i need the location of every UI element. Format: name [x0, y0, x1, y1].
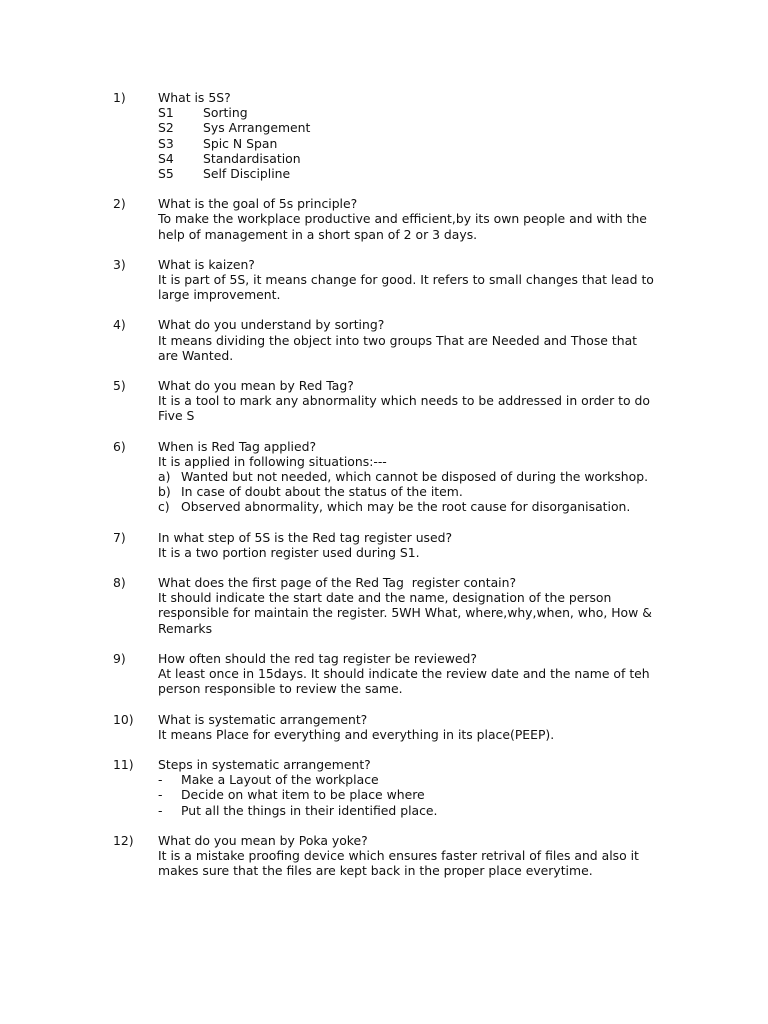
list-item-text: Put all the things in their identified place. [181, 802, 438, 818]
question-text: What do you mean by Poka yoke? [158, 832, 368, 848]
question-block-3 [0, 257, 768, 303]
answer-text: To make the workplace productive and efficient,by its own people and with the help of management in a short span of 2 or 3 days. [158, 211, 647, 242]
answer-text: It should indicate the start date and the name, designation of the person responsible for maintain the register. 5WH What, where,why,when, who, How & Remarks [158, 590, 652, 636]
five-s-row [158, 120, 658, 135]
question-number: 8) [113, 575, 126, 591]
question-number: 9) [113, 650, 126, 666]
five-s-key: S2 [158, 120, 174, 136]
five-s-row [158, 151, 658, 166]
question-block-8 [0, 575, 768, 636]
list-marker: - [158, 802, 163, 818]
answer-text: It is a tool to mark any abnormality which needs to be addressed in order to do Five S [158, 393, 650, 424]
answer-text: It is a two portion register used during S1. [158, 544, 420, 560]
list-item [158, 803, 658, 818]
answer-text: At least once in 15days. It should indicate the review date and the name of teh person responsible to review the same. [158, 666, 650, 697]
question-block-7 [0, 530, 768, 560]
list-marker: a) [158, 469, 171, 485]
five-s-value: Sys Arrangement [203, 120, 311, 136]
five-s-value: Sorting [203, 105, 248, 121]
answer-text: It means dividing the object into two groups That are Needed and Those that are Wanted. [158, 332, 638, 363]
five-s-key: S4 [158, 150, 174, 166]
list-item-text: In case of doubt about the status of the item. [181, 484, 463, 500]
answer-text: It is a mistake proofing device which ensures faster retrival of files and also it makes sure that the files are kept back in the proper place everytime. [158, 847, 639, 879]
list-marker: b) [158, 484, 171, 500]
question-text: What is systematic arrangement? [158, 711, 368, 727]
list-item [158, 499, 658, 514]
question-text: Steps in systematic arrangement? [158, 756, 371, 772]
list-item [158, 787, 658, 802]
list-item-text: Observed abnormality, which may be the root cause for disorganisation. [181, 499, 631, 515]
five-s-value: Self Discipline [203, 166, 291, 182]
question-number: 7) [113, 529, 126, 545]
question-text: What does the first page of the Red Tag register contain? [158, 575, 517, 591]
question-text: What is the goal of 5s principle? [158, 196, 358, 212]
list-item-text: Make a Layout of the workplace [181, 772, 379, 788]
question-block-1 [0, 90, 768, 181]
question-text: In what step of 5S is the Red tag register used? [158, 529, 453, 545]
list-marker: - [158, 772, 163, 788]
question-block-2 [0, 196, 768, 242]
answer-text: It means Place for everything and everything in its place(PEEP). [158, 726, 555, 742]
question-text: How often should the red tag register be reviewed? [158, 650, 477, 666]
question-block-5 [0, 378, 768, 424]
question-text: What is 5S? [158, 90, 231, 105]
question-text: When is Red Tag applied? [158, 438, 317, 454]
question-number: 2) [113, 196, 126, 212]
five-s-row [158, 105, 658, 120]
question-block-4 [0, 317, 768, 363]
answer-text: It is part of 5S, it means change for good. It refers to small changes that lead to large improvement. [158, 272, 654, 303]
question-block-10 [0, 712, 768, 742]
question-number: 10) [113, 711, 134, 727]
list-marker: c) [158, 499, 170, 515]
five-s-value: Spic N Span [203, 135, 278, 151]
five-s-row [158, 136, 658, 151]
question-number: 1) [113, 90, 126, 105]
question-text: What do you mean by Red Tag? [158, 378, 354, 394]
answer-text: It is applied in following situations:--- [158, 453, 387, 469]
list-item [158, 469, 658, 484]
five-s-value: Standardisation [203, 150, 301, 166]
question-text: What do you understand by sorting? [158, 317, 385, 333]
question-number: 5) [113, 378, 126, 394]
question-block-9 [0, 651, 768, 697]
list-item [158, 484, 658, 499]
question-number: 4) [113, 317, 126, 333]
five-s-row [158, 166, 658, 181]
question-number: 12) [113, 832, 134, 848]
list-marker: - [158, 787, 163, 803]
five-s-key: S5 [158, 166, 174, 182]
five-s-key: S3 [158, 135, 174, 151]
list-item [158, 772, 658, 787]
question-number: 11) [113, 756, 134, 772]
question-number: 6) [113, 438, 126, 454]
question-number: 3) [113, 256, 126, 272]
list-item-text: Wanted but not needed, which cannot be disposed of during the workshop. [181, 469, 649, 485]
question-block-12 [0, 833, 768, 879]
list-item-text: Decide on what item to be place where [181, 787, 425, 803]
question-block-6 [0, 439, 768, 515]
five-s-key: S1 [158, 105, 174, 121]
question-block-11 [0, 757, 768, 818]
question-text: What is kaizen? [158, 256, 255, 272]
